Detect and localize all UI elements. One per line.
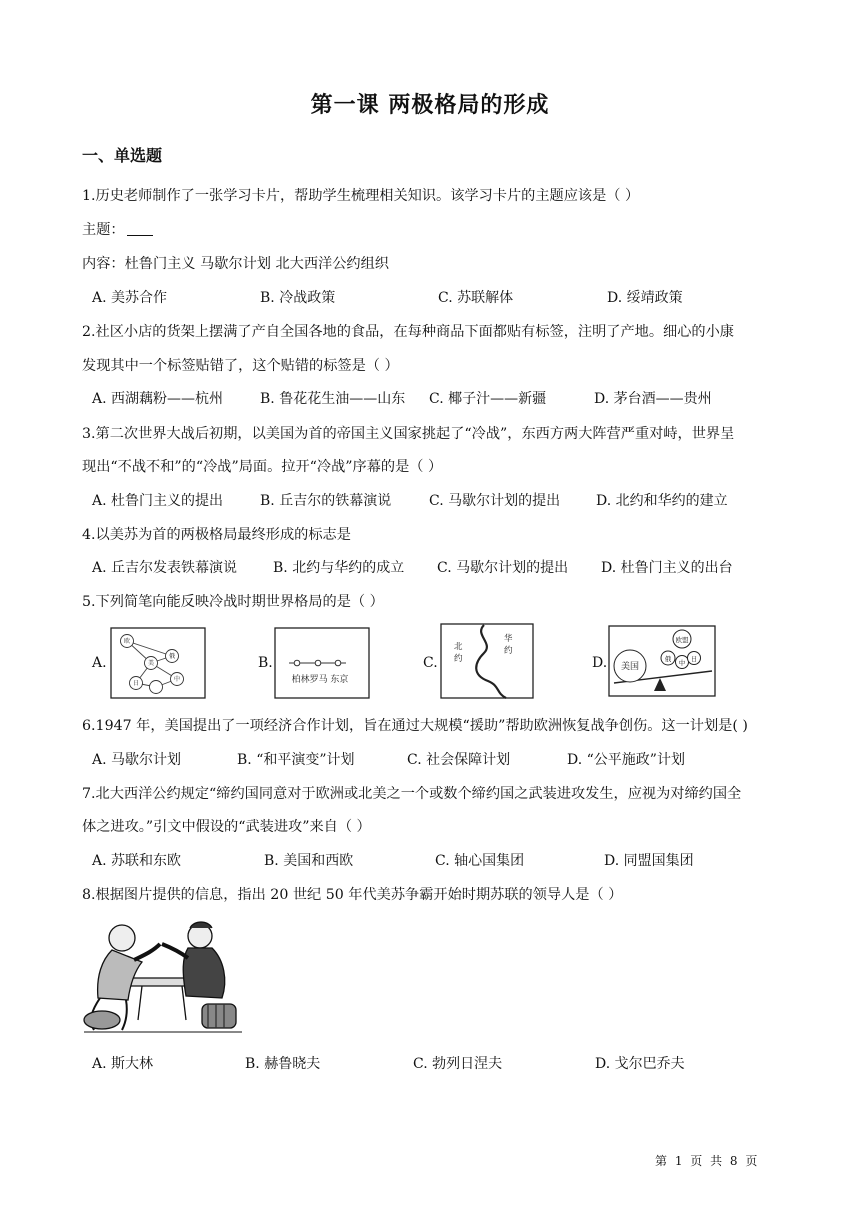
- q1-option-b[interactable]: B. 冷战政策: [260, 290, 336, 306]
- q2-option-d[interactable]: D. 茅台酒——贵州: [594, 391, 712, 407]
- page-footer: 第 1 页 共 8 页: [655, 1154, 760, 1168]
- q8-arm-wrestling-cartoon: [82, 916, 244, 1036]
- q5-option-c[interactable]: C.: [423, 655, 438, 671]
- q4-option-c[interactable]: C. 马歇尔计划的提出: [437, 560, 569, 576]
- q7-option-b[interactable]: B. 美国和西欧: [264, 853, 354, 869]
- q5-figa-label-2: 美: [147, 660, 155, 667]
- q8-option-b[interactable]: B. 赫鲁晓夫: [245, 1056, 321, 1072]
- q1-stem: 1.历史老师制作了一张学习卡片，帮助学生梳理相关知识。该学习卡片的主题应该是（ ）: [82, 188, 640, 204]
- q7-stem-line2: 体之进攻。”引文中假设的“武装进攻”来自（ ）: [82, 819, 371, 835]
- q1-topic-label: 主题：: [82, 222, 125, 238]
- q3-option-c[interactable]: C. 马歇尔计划的提出: [429, 493, 561, 509]
- q4-option-b[interactable]: B. 北约与华约的成立: [273, 560, 405, 576]
- q1-topic-blank: [127, 221, 153, 236]
- q5-option-b[interactable]: B.: [258, 655, 273, 671]
- q6-option-a[interactable]: A. 马歇尔计划: [92, 752, 182, 768]
- q8-stem: 8.根据图片提供的信息，指出 20 世纪 50 年代美苏争霸开始时期苏联的领导人是（ ）: [82, 887, 623, 903]
- q5-stem: 5.下列简笔向能反映冷战时期世界格局的是（ ）: [82, 594, 384, 610]
- q5-figure-c: [440, 623, 534, 699]
- q1-option-c[interactable]: C. 苏联解体: [438, 290, 514, 306]
- q3-option-b[interactable]: B. 丘吉尔的铁幕演说: [260, 493, 392, 509]
- q2-option-b[interactable]: B. 鲁花花生油——山东: [260, 391, 406, 407]
- q6-option-d[interactable]: D. “公平施政”计划: [567, 752, 685, 768]
- q5-figd-label-usa: 美国: [620, 662, 640, 672]
- q7-option-a[interactable]: A. 苏联和东欧: [92, 853, 182, 869]
- q1-option-d[interactable]: D. 绥靖政策: [607, 290, 683, 306]
- q1-topic: [82, 220, 153, 240]
- q4-option-d[interactable]: D. 杜鲁门主义的出台: [601, 560, 733, 576]
- q2-option-a[interactable]: A. 西湖藕粉——杭州: [92, 391, 224, 407]
- q6-stem: 6.1947 年，美国提出了一项经济合作计划，旨在通过大规模“援助”帮助欧洲恢复战争创伤。这一计划是( ): [82, 718, 748, 734]
- q3-stem-line1: 3.第二次世界大战后初期，以美国为首的帝国主义国家挑起了“冷战”，东西方两大阵营严重对峙，世界呈: [82, 426, 735, 442]
- q5-figc-char-1: 北: [454, 642, 463, 652]
- q5-option-d[interactable]: D.: [592, 655, 608, 671]
- q8-option-d[interactable]: D. 戈尔巴乔夫: [595, 1056, 685, 1072]
- q5-figb-caption: 柏林罗马 东京: [291, 675, 349, 685]
- q3-option-a[interactable]: A. 杜鲁门主义的提出: [92, 493, 224, 509]
- q5-figa-label-5: 中: [173, 676, 181, 683]
- q5-figa-label-1: 欧: [123, 638, 131, 645]
- q1-content: 内容：杜鲁门主义 马歇尔计划 北大西洋公约组织: [82, 256, 389, 272]
- q3-option-d[interactable]: D. 北约和华约的建立: [596, 493, 728, 509]
- section-heading: 一、单选题: [82, 146, 163, 165]
- q6-option-b[interactable]: B. “和平演变”计划: [237, 752, 355, 768]
- q4-option-a[interactable]: A. 丘吉尔发表铁幕演说: [92, 560, 238, 576]
- q5-figd-label-cn: 中: [678, 659, 686, 667]
- q5-figa-label-4: 日: [132, 680, 140, 687]
- q5-figd-label-eu: 欧盟: [675, 636, 689, 644]
- q5-figure-d: [608, 625, 716, 697]
- q7-option-d[interactable]: D. 同盟国集团: [604, 853, 694, 869]
- q2-stem-line1: 2.社区小店的货架上摆满了产自全国各地的食品，在每种商品下面都贴有标签，注明了产地。细心的小康: [82, 324, 734, 340]
- q5-figc-char-3: 华: [504, 634, 513, 644]
- q8-option-c[interactable]: C. 勃列日涅夫: [413, 1056, 503, 1072]
- q7-option-c[interactable]: C. 轴心国集团: [435, 853, 525, 869]
- q2-stem-line2: 发现其中一个标签贴错了，这个贴错的标签是（ ）: [82, 358, 399, 374]
- q7-stem-line1: 7.北大西洋公约规定“缔约国同意对于欧洲或北美之一个或数个缔约国之武装进攻发生，应视为对缔约国全: [82, 786, 742, 802]
- q8-option-a[interactable]: A. 斯大林: [92, 1056, 154, 1072]
- q5-figure-b: [274, 627, 370, 699]
- q5-figc-char-2: 约: [454, 654, 463, 664]
- q5-figa-label-3: 俄: [168, 653, 176, 660]
- q6-option-c[interactable]: C. 社会保障计划: [407, 752, 511, 768]
- q3-stem-line2: 现出“不战不和”的“冷战”局面。拉开“冷战”序幕的是（ ）: [82, 459, 443, 475]
- q5-option-a[interactable]: A.: [92, 655, 107, 671]
- q5-figd-label-ru: 俄: [664, 655, 672, 663]
- q5-figd-label-jp: 日: [690, 655, 698, 663]
- page-title: 第一课 两极格局的形成: [310, 93, 550, 118]
- q2-option-c[interactable]: C. 椰子汁——新疆: [429, 391, 547, 407]
- q4-stem: 4.以美苏为首的两极格局最终形成的标志是: [82, 527, 351, 543]
- q1-option-a[interactable]: A. 美苏合作: [92, 290, 168, 306]
- q5-figc-char-4: 约: [504, 646, 513, 656]
- q5-figure-a: [110, 627, 206, 699]
